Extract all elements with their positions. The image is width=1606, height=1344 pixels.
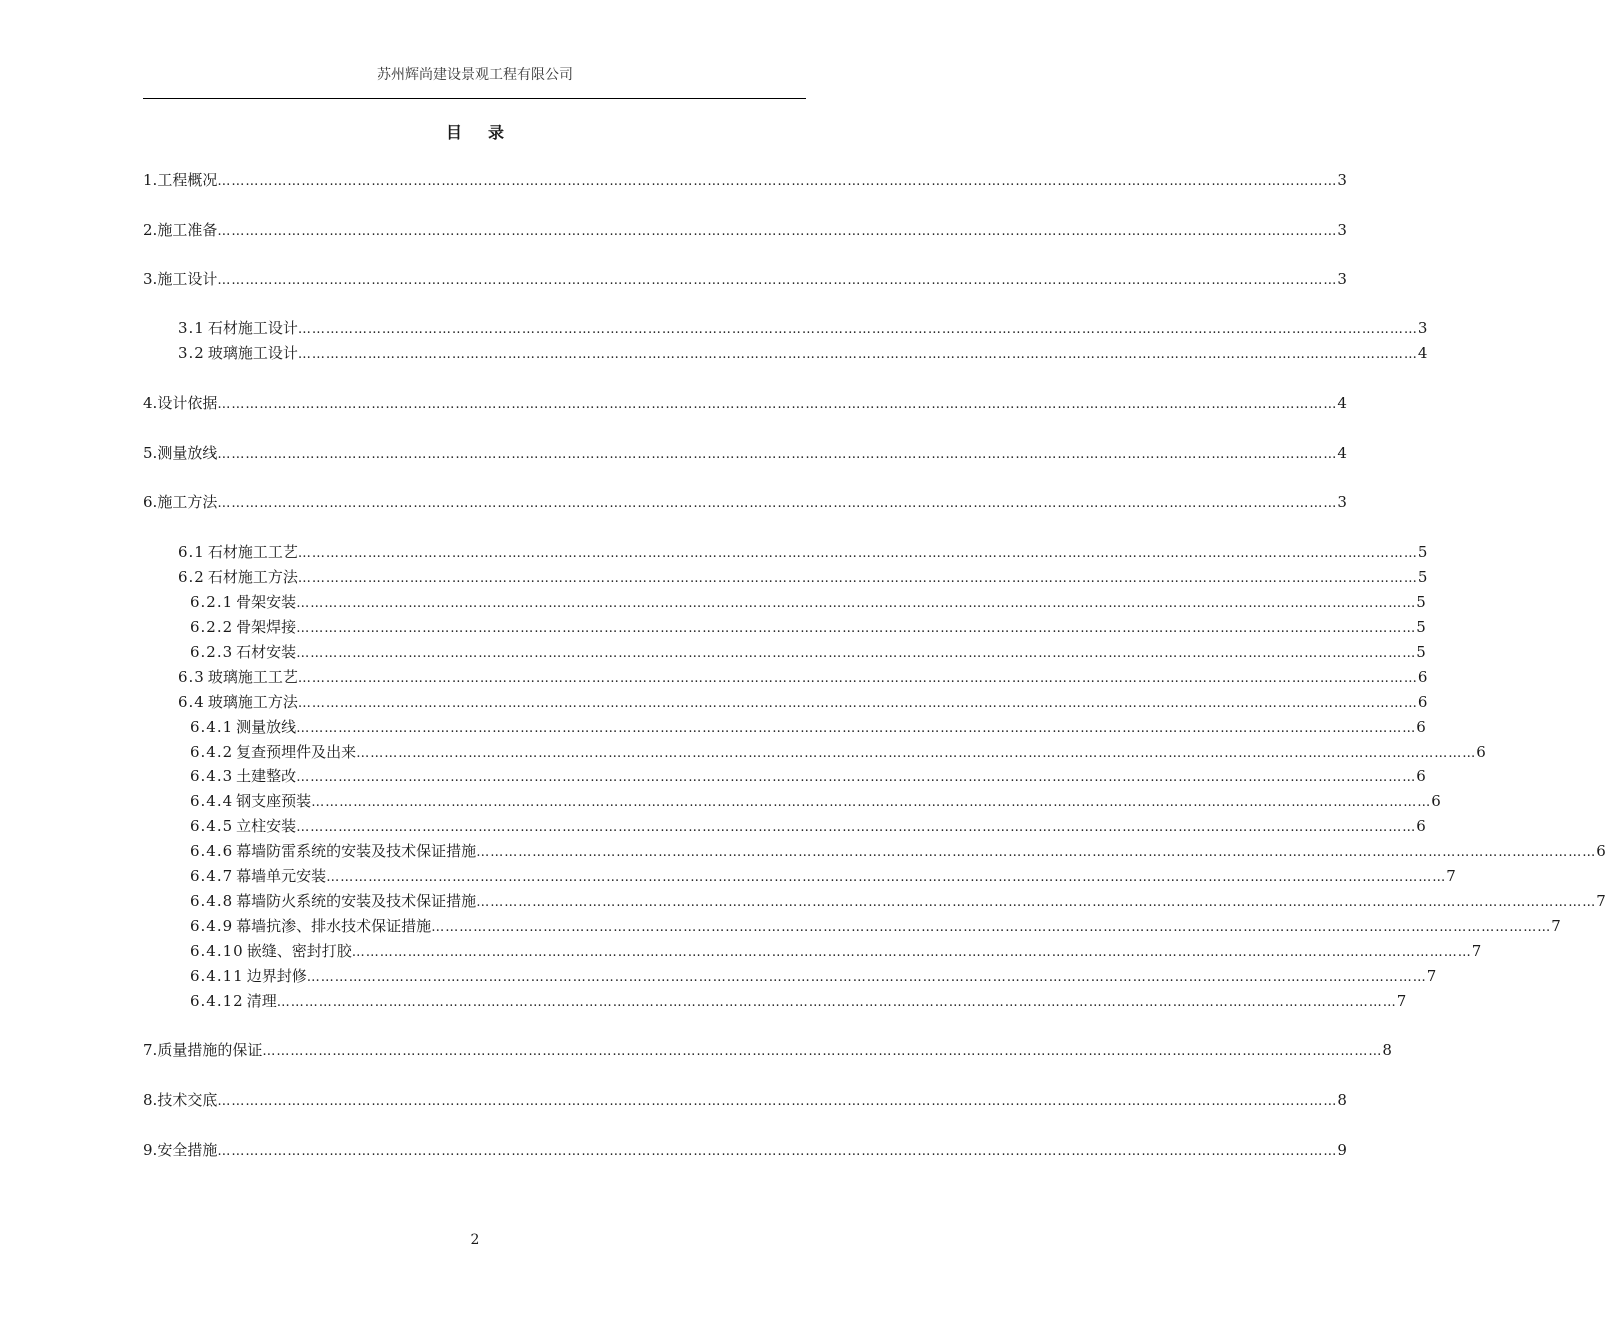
toc-entry[interactable]	[190, 965, 1437, 987]
toc-entry-number: 6.2.3	[190, 643, 234, 661]
toc-entry-number: 6.1	[178, 543, 205, 561]
toc-entry-page: 5	[1417, 568, 1428, 586]
toc-entry[interactable]	[178, 342, 1428, 364]
toc-entry-leader: ……………………………………………………………………………………………………………………………………………………………………………………………………………………	[356, 746, 1477, 761]
toc-entry-label: 测量放线	[236, 718, 297, 736]
toc-entry-page: 6	[1417, 668, 1428, 686]
toc-entry-page: 3	[1337, 270, 1347, 288]
toc-entry-page: 5	[1417, 543, 1428, 561]
toc-entry[interactable]	[143, 442, 1347, 464]
toc-entry-label: 施工方法	[157, 493, 218, 511]
toc-entry-leader: ……………………………………………………………………………………………………………………………………………………………………………………………………………………	[297, 546, 1418, 561]
toc-entry-label: 测量放线	[157, 444, 218, 462]
toc-entry-number: 6.2.2	[190, 618, 234, 636]
toc-entry-number: 2.	[143, 221, 158, 239]
toc-entry[interactable]	[143, 169, 1347, 191]
toc-entry-page: 7	[1426, 967, 1437, 985]
toc-entry-number: 6.4.1	[190, 718, 234, 736]
toc-entry-number: 6.4.10	[190, 942, 244, 960]
toc-entry-label: 幕墙抗渗、排水技术保证措施	[236, 917, 432, 935]
toc-entry-label: 幕墙防火系统的安装及技术保证措施	[236, 892, 477, 910]
toc-entry-label: 立柱安装	[236, 817, 297, 835]
toc-entry-number: 6.4.11	[190, 967, 244, 985]
toc-entry[interactable]	[190, 840, 1606, 862]
toc-entry-leader: ……………………………………………………………………………………………………………………………………………………………………………………………………………………	[306, 970, 1427, 985]
toc-entry-page: 9	[1337, 1141, 1347, 1159]
toc-entry-label: 石材施工工艺	[207, 543, 298, 561]
toc-entry-leader: ……………………………………………………………………………………………………………………………………………………………………………………………………………………	[296, 646, 1417, 661]
toc-entry-number: 6.2	[178, 568, 205, 586]
toc-entry-label: 石材安装	[236, 643, 297, 661]
toc-entry-number: 3.	[143, 270, 158, 288]
toc-entry-page: 6	[1417, 693, 1428, 711]
toc-entry-page: 5	[1416, 593, 1426, 611]
toc-entry-leader: ……………………………………………………………………………………………………………………………………………………………………………………………………………………	[476, 895, 1597, 910]
toc-entry[interactable]	[190, 890, 1606, 912]
toc-entry-leader: ……………………………………………………………………………………………………………………………………………………………………………………………………………………	[311, 795, 1432, 810]
toc-entry-number: 4.	[143, 394, 158, 412]
toc-entry-leader: ……………………………………………………………………………………………………………………………………………………………………………………………………………………	[217, 397, 1338, 412]
toc-entry-page: 7	[1471, 942, 1482, 960]
toc-entry[interactable]	[190, 765, 1426, 787]
toc-entry[interactable]	[190, 915, 1561, 937]
page-number: 2	[470, 1232, 480, 1248]
toc-entry-leader: ……………………………………………………………………………………………………………………………………………………………………………………………………………………	[297, 571, 1418, 586]
toc-entry-label: 嵌缝、密封打胶	[246, 942, 352, 960]
page-header: 苏州辉尚建设景观工程有限公司	[377, 67, 573, 83]
toc-entry-label: 技术交底	[157, 1091, 218, 1109]
toc-entry-leader: ……………………………………………………………………………………………………………………………………………………………………………………………………………………	[296, 770, 1417, 785]
toc-entry-page: 7	[1596, 892, 1606, 910]
toc-entry-label: 设计依据	[157, 394, 218, 412]
toc-entry-leader: ……………………………………………………………………………………………………………………………………………………………………………………………………………………	[217, 1094, 1338, 1109]
toc-entry[interactable]	[143, 1139, 1347, 1161]
toc-entry-label: 工程概况	[157, 171, 218, 189]
toc-entry-number: 6.4	[178, 693, 205, 711]
toc-entry-page: 4	[1337, 394, 1347, 412]
toc-entry-number: 6.4.9	[190, 917, 234, 935]
toc-entry[interactable]	[190, 790, 1441, 812]
toc-entry[interactable]	[190, 591, 1426, 613]
toc-entry-label: 复查预埋件及出来	[236, 743, 357, 761]
toc-entry-page: 4	[1417, 344, 1428, 362]
toc-entry-leader: ……………………………………………………………………………………………………………………………………………………………………………………………………………………	[262, 1044, 1383, 1059]
toc-entry-page: 5	[1416, 618, 1426, 636]
toc-entry-label: 钢支座预装	[236, 792, 312, 810]
toc-entry-number: 3.1	[178, 319, 205, 337]
toc-entry-label: 玻璃施工工艺	[207, 668, 298, 686]
toc-entry-page: 6	[1416, 718, 1426, 736]
toc-entry-number: 6.	[143, 493, 158, 511]
toc-entry-label: 幕墙防雷系统的安装及技术保证措施	[236, 842, 477, 860]
toc-entry-number: 9.	[143, 1141, 158, 1159]
toc-entry[interactable]	[190, 716, 1426, 738]
toc-entry-number: 6.4.5	[190, 817, 234, 835]
toc-entry[interactable]	[143, 392, 1347, 414]
toc-entry-leader: ……………………………………………………………………………………………………………………………………………………………………………………………………………………	[217, 447, 1338, 462]
toc-entry[interactable]	[190, 616, 1426, 638]
toc-entry[interactable]	[178, 691, 1428, 713]
toc-entry-number: 5.	[143, 444, 158, 462]
toc-entry-number: 6.4.2	[190, 743, 234, 761]
toc-entry[interactable]	[190, 865, 1456, 887]
toc-entry-page: 7	[1551, 917, 1561, 935]
toc-entry-leader: ……………………………………………………………………………………………………………………………………………………………………………………………………………………	[296, 621, 1417, 636]
toc-entry-page: 8	[1337, 1091, 1347, 1109]
toc-entry-page: 6	[1416, 767, 1426, 785]
toc-entry-leader: ……………………………………………………………………………………………………………………………………………………………………………………………………………………	[217, 174, 1338, 189]
toc-entry-number: 6.2.1	[190, 593, 234, 611]
toc-entry-leader: ……………………………………………………………………………………………………………………………………………………………………………………………………………………	[217, 1144, 1338, 1159]
toc-entry[interactable]	[143, 268, 1347, 290]
toc-entry-number: 7.	[143, 1041, 158, 1059]
toc-entry-page: 3	[1337, 221, 1347, 239]
toc-entry-page: 6	[1431, 792, 1441, 810]
toc-entry[interactable]	[178, 317, 1428, 339]
toc-entry-leader: ……………………………………………………………………………………………………………………………………………………………………………………………………………………	[297, 671, 1418, 686]
toc-entry-label: 玻璃施工方法	[207, 693, 298, 711]
toc-entry-number: 6.4.7	[190, 867, 234, 885]
toc-entry-page: 8	[1382, 1041, 1392, 1059]
toc-entry-leader: ……………………………………………………………………………………………………………………………………………………………………………………………………………………	[296, 820, 1417, 835]
toc-entry-page: 3	[1417, 319, 1428, 337]
toc-title-char-2: 录	[488, 123, 505, 142]
toc-entry-label: 土建整改	[236, 767, 297, 785]
toc-entry-page: 6	[1416, 817, 1426, 835]
toc-entry-number: 3.2	[178, 344, 205, 362]
toc-entry-label: 质量措施的保证	[157, 1041, 263, 1059]
toc-entry-leader: ……………………………………………………………………………………………………………………………………………………………………………………………………………………	[217, 273, 1338, 288]
toc-entry[interactable]	[178, 541, 1428, 563]
toc-entry-leader: ……………………………………………………………………………………………………………………………………………………………………………………………………………………	[296, 596, 1417, 611]
toc-entry-number: 6.4.3	[190, 767, 234, 785]
toc-entry-label: 幕墙单元安装	[236, 867, 327, 885]
toc-entry-leader: ……………………………………………………………………………………………………………………………………………………………………………………………………………………	[217, 496, 1338, 511]
toc-entry-number: 1.	[143, 171, 158, 189]
toc-entry[interactable]	[143, 1089, 1347, 1111]
toc-entry[interactable]	[190, 815, 1426, 837]
toc-entry-page: 4	[1337, 444, 1347, 462]
toc-entry-number: 6.4.8	[190, 892, 234, 910]
toc-entry-page: 3	[1337, 171, 1347, 189]
toc-entry-leader: ……………………………………………………………………………………………………………………………………………………………………………………………………………………	[351, 945, 1472, 960]
toc-entry-number: 6.4.12	[190, 992, 244, 1010]
toc-entry-leader: ……………………………………………………………………………………………………………………………………………………………………………………………………………………	[326, 870, 1447, 885]
toc-entry-leader: ……………………………………………………………………………………………………………………………………………………………………………………………………………………	[431, 920, 1552, 935]
toc-entry-label: 石材施工设计	[207, 319, 298, 337]
toc-entry-page: 7	[1446, 867, 1456, 885]
toc-entry-label: 玻璃施工设计	[207, 344, 298, 362]
toc-entry[interactable]	[190, 940, 1482, 962]
toc-entry-label: 施工准备	[157, 221, 218, 239]
toc-entry-leader: ……………………………………………………………………………………………………………………………………………………………………………………………………………………	[297, 347, 1418, 362]
toc-entry-label: 骨架安装	[236, 593, 297, 611]
toc-entry-label: 边界封修	[246, 967, 307, 985]
toc-entry-page: 5	[1416, 643, 1426, 661]
toc-entry-label: 清理	[246, 992, 277, 1010]
toc-entry-number: 8.	[143, 1091, 158, 1109]
toc-entry-leader: ……………………………………………………………………………………………………………………………………………………………………………………………………………………	[297, 322, 1418, 337]
toc-entry[interactable]	[143, 1039, 1392, 1061]
toc-entry[interactable]	[178, 566, 1428, 588]
toc-entry-number: 6.4.4	[190, 792, 234, 810]
toc-entry-number: 6.3	[178, 668, 205, 686]
toc-entry-page: 3	[1337, 493, 1347, 511]
toc-entry-leader: ……………………………………………………………………………………………………………………………………………………………………………………………………………………	[296, 721, 1417, 736]
toc-entry-label: 施工设计	[157, 270, 218, 288]
toc-entry[interactable]	[143, 219, 1347, 241]
toc-entry-leader: ……………………………………………………………………………………………………………………………………………………………………………………………………………………	[297, 696, 1418, 711]
toc-entry-label: 石材施工方法	[207, 568, 298, 586]
toc-entry[interactable]	[190, 741, 1486, 763]
toc-entry-leader: ……………………………………………………………………………………………………………………………………………………………………………………………………………………	[476, 845, 1597, 860]
toc-title-char-1: 目	[445, 123, 462, 142]
toc-entry-page: 6	[1596, 842, 1606, 860]
toc-entry[interactable]	[190, 990, 1407, 1012]
toc-entry-label: 安全措施	[157, 1141, 218, 1159]
toc-entry-leader: ……………………………………………………………………………………………………………………………………………………………………………………………………………………	[217, 224, 1338, 239]
toc-entry-page: 6	[1476, 743, 1486, 761]
toc-entry[interactable]	[190, 641, 1426, 663]
toc-entry[interactable]	[143, 491, 1347, 513]
toc-entry-page: 7	[1396, 992, 1407, 1010]
toc-entry-leader: ……………………………………………………………………………………………………………………………………………………………………………………………………………………	[276, 995, 1397, 1010]
toc-entry-label: 骨架焊接	[236, 618, 297, 636]
toc-entry[interactable]	[178, 666, 1428, 688]
toc-entry-number: 6.4.6	[190, 842, 234, 860]
